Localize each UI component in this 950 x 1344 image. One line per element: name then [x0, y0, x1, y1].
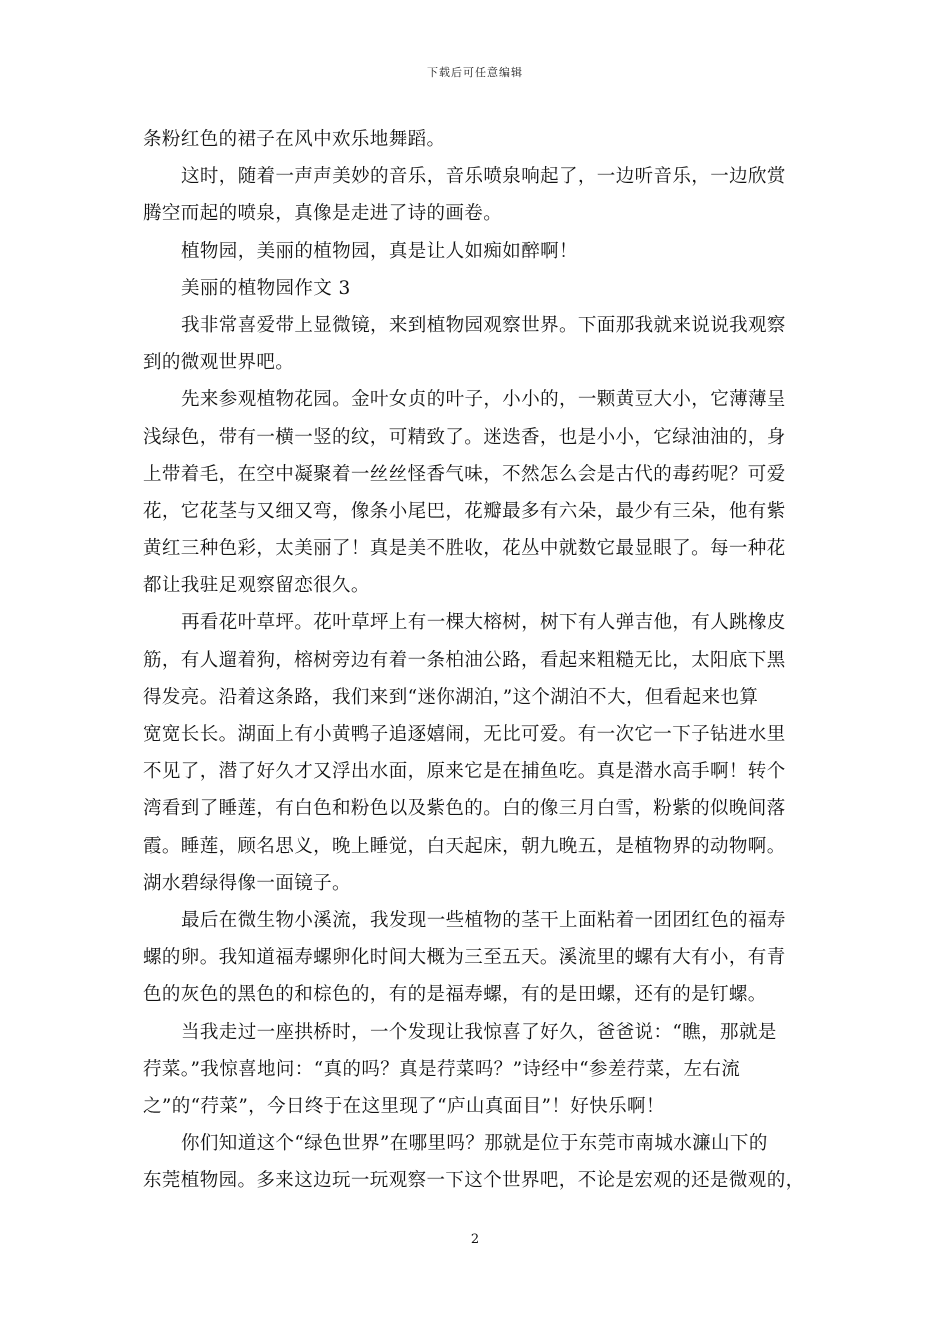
- page-number: 2: [470, 1232, 480, 1247]
- text-line: 得发亮。沿着这条路，我们来到“迷你湖泊，”这个湖泊不大，但看起来也算: [143, 686, 759, 708]
- document-body: [143, 121, 813, 1199]
- paragraph-start: 再看花叶草坪。花叶草坪上有一棵大榕树，树下有人弹吉他，有人跳橡皮: [181, 612, 786, 634]
- paragraph-start: 这时，随着一声声美妙的音乐，音乐喷泉响起了，一边听音乐，一边欣赏: [181, 166, 786, 188]
- text-line: 黄红三种色彩，太美丽了！真是美不胜收，花丛中就数它最显眼了。每一种花: [143, 538, 786, 560]
- text-line: 宽宽长长。湖面上有小黄鸭子追逐嬉闹，无比可爱。有一次它一下子钻进水里: [143, 724, 786, 745]
- text-line: 花，它花茎与又细又弯，像条小尾巴，花瓣最多有六朵，最少有三朵，他有紫: [143, 500, 786, 522]
- text-line: 东莞植物园。多来这边玩一玩观察一下这个世界吧，不论是宏观的还是微观的，: [143, 1170, 805, 1192]
- paragraph-start: 我非常喜爱带上显微镜，来到植物园观察世界。下面那我就来说说我观察: [181, 314, 786, 336]
- text-line: 筋，有人遛着狗，榕树旁边有着一条柏油公路，看起来粗糙无比，太阳底下黑: [143, 649, 786, 671]
- text-line: 色的灰色的黑色的和棕色的，有的是福寿螺，有的是田螺，还有的是钉螺。: [143, 984, 767, 1006]
- text-line: 浅绿色，带有一横一竖的纹，可精致了。迷迭香，也是小小，它绿油油的，身: [143, 426, 786, 448]
- page-header: 下载后可任意编辑: [427, 66, 523, 79]
- text-line: 到的微观世界吧。: [143, 352, 295, 374]
- text-line: 上带着毛，在空中凝聚着一丝丝怪香气味，不然怎么会是古代的毒药呢？可爱: [143, 463, 786, 485]
- paragraph-start: 先来参观植物花园。金叶女贞的叶子，小小的，一颗黄豆大小，它薄薄呈: [181, 389, 786, 411]
- text-line: 螺的卵。我知道福寿螺卵化时间大概为三至五天。溪流里的螺有大有小，有青: [143, 947, 786, 969]
- text-line: 湖水碧绿得像一面镜子。: [143, 872, 351, 894]
- text-line: 荇菜。”我惊喜地问：“真的吗？真是荇菜吗？”诗经中“参差荇菜，左右流: [143, 1058, 741, 1080]
- paragraph-start: 当我走过一座拱桥时，一个发现让我惊喜了好久，爸爸说：“瞧，那就是: [181, 1021, 777, 1043]
- text-line: 都让我驻足观察留恋很久。: [143, 575, 370, 597]
- text-line: 湾看到了睡莲，有白色和粉色以及紫色的。白的像三月白雪，粉紫的似晚间落: [143, 798, 786, 820]
- paragraph-start: 你们知道这个“绿色世界”在哪里吗？那就是位于东莞市南城水濂山下的: [181, 1133, 768, 1155]
- text-line: 之”的“荇菜”，今日终于在这里现了“庐山真面目”！好快乐啊！: [143, 1095, 665, 1117]
- text-line: 霞。睡莲，顾名思义，晚上睡觉，白天起床，朝九晚五，是植物界的动物啊。: [143, 835, 786, 857]
- paragraph-start: 最后在微生物小溪流，我发现一些植物的茎干上面粘着一团团红色的福寿: [181, 909, 786, 931]
- paragraph-start: 植物园，美丽的植物园，真是让人如痴如醉啊！: [181, 240, 578, 262]
- text-line: 腾空而起的喷泉，真像是走进了诗的画卷。: [143, 203, 503, 225]
- section-title: 美丽的植物园作文 3: [181, 277, 351, 299]
- text-line: 不见了，潜了好久才又浮出水面，原来它是在捕鱼吃。真是潜水高手啊！转个: [143, 761, 786, 783]
- text-line: 条粉红色的裙子在风中欢乐地舞蹈。: [143, 129, 446, 150]
